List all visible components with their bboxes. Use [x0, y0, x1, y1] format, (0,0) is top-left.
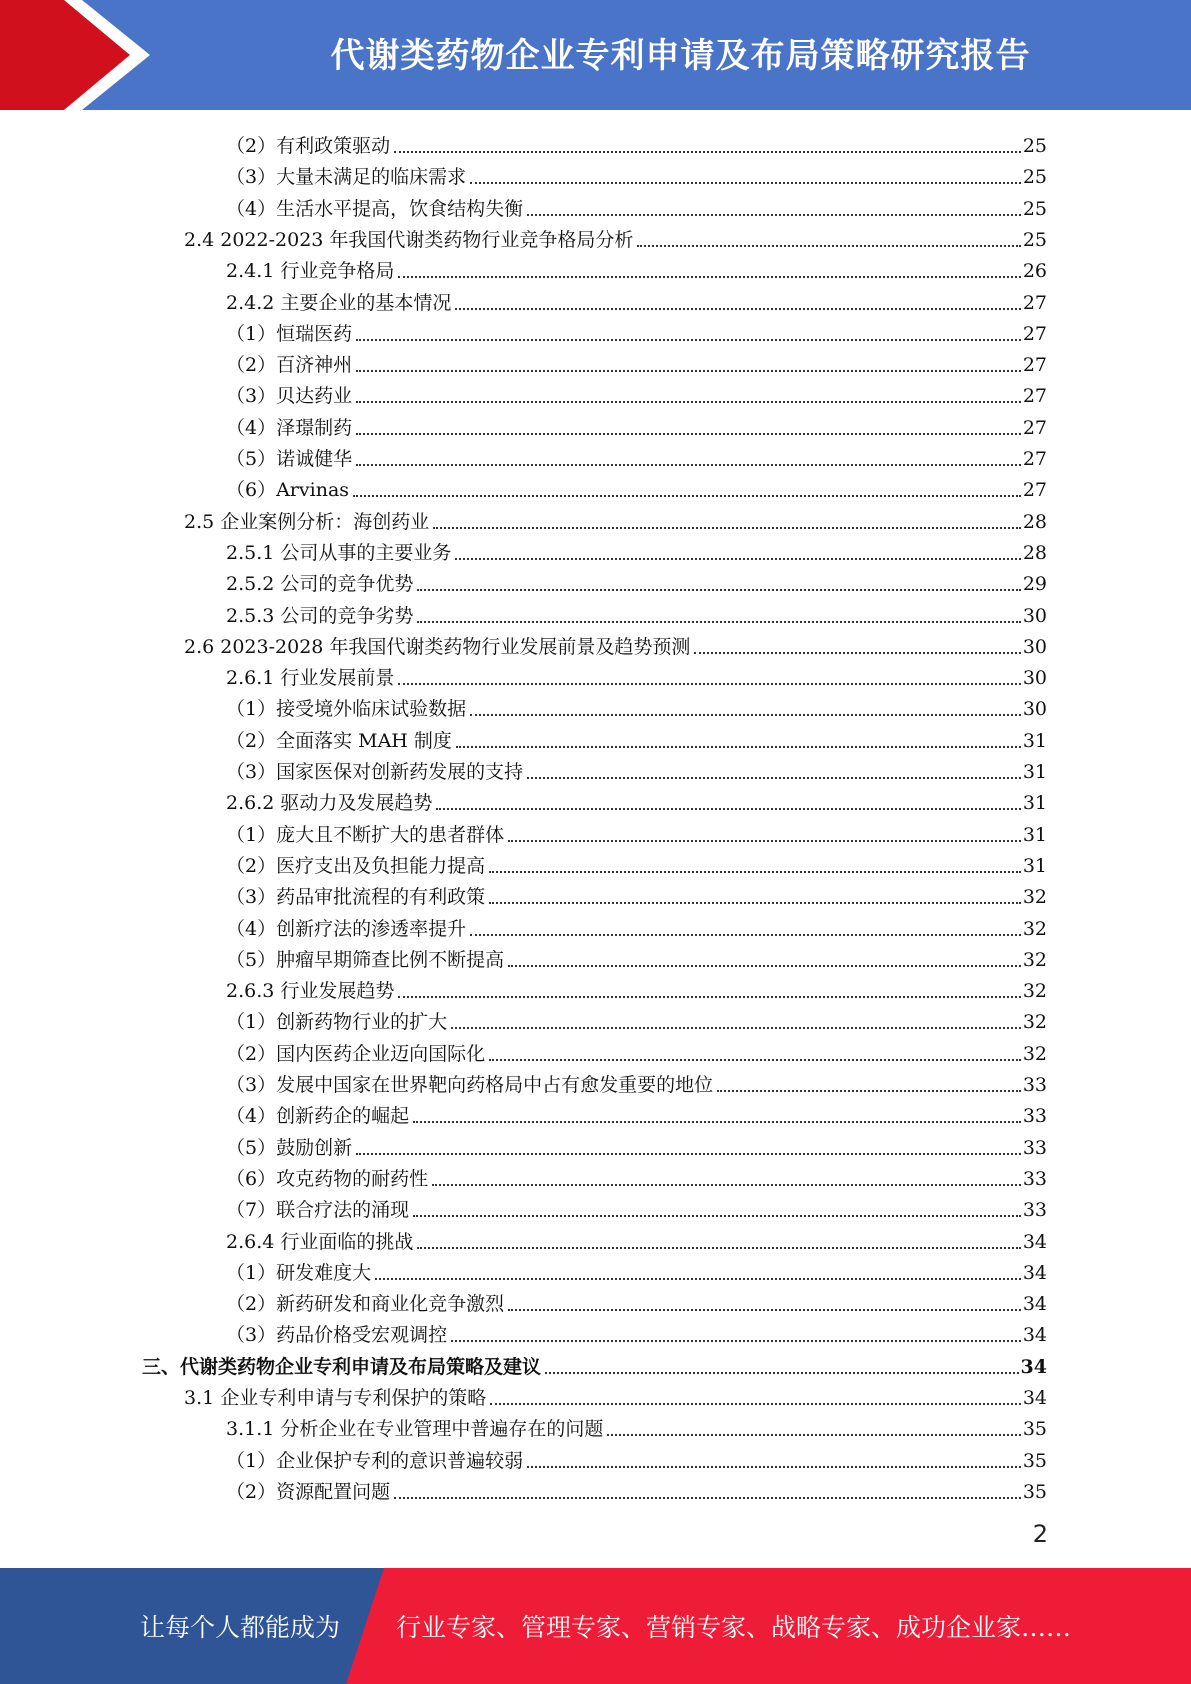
- toc-entry-label: 2.5.2 公司的竞争优势: [226, 573, 414, 595]
- toc-entry-label: （1）企业保护专利的意识普遍较弱: [226, 1450, 524, 1472]
- toc-entry-label: 2.4.1 行业竞争格局: [226, 260, 395, 282]
- toc-dot-leader: [432, 1184, 1021, 1186]
- toc-entry-label: 2.5.3 公司的竞争劣势: [226, 605, 414, 627]
- toc-entry-label: （6）Arvinas: [226, 479, 350, 501]
- toc-entry[interactable]: [226, 689, 1047, 720]
- toc-entry[interactable]: [184, 502, 1047, 533]
- toc-dot-leader: [413, 1215, 1021, 1217]
- toc-dot-leader: [489, 1059, 1021, 1061]
- toc-entry[interactable]: [184, 220, 1047, 251]
- toc-entry-page: 34: [1022, 1262, 1047, 1284]
- footer-slogan-right: 行业专家、管理专家、营销专家、战略专家、成功企业家……: [396, 1613, 1072, 1642]
- toc-entry-label: （6）攻克药物的耐药性: [226, 1168, 429, 1190]
- toc-entry[interactable]: [226, 877, 1047, 908]
- toc-entry-page: 25: [1022, 135, 1047, 157]
- toc-entry[interactable]: [226, 439, 1047, 470]
- toc-entry-label: （2）全面落实 MAH 制度: [226, 730, 452, 752]
- toc-dot-leader: [451, 1027, 1021, 1029]
- toc-entry[interactable]: [226, 1159, 1047, 1190]
- toc-entry[interactable]: [226, 658, 1047, 689]
- toc-dot-leader: [417, 621, 1020, 623]
- toc-dot-leader: [527, 214, 1021, 216]
- toc-entry-label: （5）鼓励创新: [226, 1137, 353, 1159]
- toc-entry-page: 27: [1022, 448, 1047, 470]
- toc-entry-page: 28: [1022, 542, 1047, 564]
- toc-entry[interactable]: [226, 596, 1047, 627]
- toc-entry[interactable]: [226, 815, 1047, 846]
- toc-entry-page: 31: [1022, 730, 1047, 752]
- toc-entry[interactable]: [226, 345, 1047, 376]
- toc-entry[interactable]: [226, 283, 1047, 314]
- toc-dot-leader: [398, 276, 1020, 278]
- header-arrow-decoration: [0, 0, 160, 110]
- toc-entry-page: 31: [1022, 824, 1047, 846]
- toc-dot-leader: [356, 433, 1021, 435]
- toc-dot-leader: [456, 746, 1021, 748]
- toc-dot-leader: [417, 589, 1020, 591]
- toc-entry-label: （2）国内医药企业迈向国际化: [226, 1043, 486, 1065]
- toc-entry-page: 33: [1022, 1074, 1047, 1096]
- toc-dot-leader: [717, 1090, 1021, 1092]
- toc-entry[interactable]: [226, 1002, 1047, 1033]
- toc-entry[interactable]: [226, 564, 1047, 595]
- toc-entry-label: 2.4 2022-2023 年我国代谢类药物行业竞争格局分析: [184, 229, 634, 251]
- toc-entry-label: （2）有利政策驱动: [226, 135, 391, 157]
- toc-entry-page: 27: [1022, 292, 1047, 314]
- toc-entry-label: （3）大量未满足的临床需求: [226, 166, 467, 188]
- toc-dot-leader: [356, 1153, 1021, 1155]
- toc-entry-page: 35: [1022, 1481, 1047, 1503]
- toc-entry[interactable]: [226, 783, 1047, 814]
- toc-entry-label: 3.1 企业专利申请与专利保护的策略: [184, 1387, 487, 1409]
- toc-entry-page: 30: [1022, 698, 1047, 720]
- toc-entry-label: （7）联合疗法的涌现: [226, 1199, 410, 1221]
- toc-entry-page: 34: [1022, 1231, 1047, 1253]
- toc-entry[interactable]: [184, 1378, 1047, 1409]
- toc-entry-label: （2）医疗支出及负担能力提高: [226, 855, 486, 877]
- toc-dot-leader: [356, 464, 1021, 466]
- toc-entry-page: 34: [1022, 1293, 1047, 1315]
- toc-dot-leader: [527, 777, 1021, 779]
- toc-entry-label: （1）研发难度大: [226, 1262, 372, 1284]
- toc-entry-label: 2.6.4 行业面临的挑战: [226, 1231, 414, 1253]
- toc-dot-leader: [455, 308, 1020, 310]
- toc-entry-page: 34: [1022, 1324, 1047, 1346]
- toc-entry-page: 25: [1022, 229, 1047, 251]
- toc-entry-label: 2.6.2 驱动力及发展趋势: [226, 792, 433, 814]
- toc-dot-leader: [417, 1247, 1020, 1249]
- toc-entry[interactable]: [226, 1284, 1047, 1315]
- toc-dot-leader: [470, 714, 1021, 716]
- toc-dot-leader: [356, 370, 1021, 372]
- toc-entry-page: 33: [1022, 1137, 1047, 1159]
- toc-entry-page: 33: [1022, 1199, 1047, 1221]
- toc-dot-leader: [375, 1278, 1021, 1280]
- toc-entry-page: 30: [1022, 636, 1047, 658]
- toc-entry[interactable]: [226, 1096, 1047, 1127]
- toc-entry-label: （3）贝达药业: [226, 385, 353, 407]
- toc-entry[interactable]: [226, 1253, 1047, 1284]
- toc-entry-label: （1）接受境外临床试验数据: [226, 698, 467, 720]
- toc-dot-leader: [508, 1309, 1021, 1311]
- toc-entry-page: 32: [1022, 1043, 1047, 1065]
- toc-entry-label: （1）创新药物行业的扩大: [226, 1011, 448, 1033]
- toc-entry-page: 27: [1022, 354, 1047, 376]
- toc-entry[interactable]: [226, 189, 1047, 220]
- toc-entry-page: 31: [1022, 792, 1047, 814]
- toc-entry-label: （2）资源配置问题: [226, 1481, 391, 1503]
- toc-entry[interactable]: [226, 470, 1047, 501]
- toc-dot-leader: [470, 182, 1021, 184]
- toc-dot-leader: [508, 840, 1021, 842]
- toc-dot-leader: [394, 151, 1021, 153]
- page-number: 2: [1032, 1520, 1048, 1548]
- toc-entry-label: （5）诺诚健华: [226, 448, 353, 470]
- toc-entry-label: 三、代谢类药物企业专利申请及布局策略及建议: [142, 1356, 542, 1378]
- toc-entry-label: （3）国家医保对创新药发展的支持: [226, 761, 524, 783]
- toc-entry[interactable]: [226, 157, 1047, 188]
- toc-entry-page: 29: [1022, 573, 1047, 595]
- toc-entry-page: 27: [1022, 323, 1047, 345]
- toc-entry[interactable]: [226, 1222, 1047, 1253]
- toc-entry-label: 2.5 企业案例分析：海创药业: [184, 511, 430, 533]
- toc-entry-label: 2.4.2 主要企业的基本情况: [226, 292, 452, 314]
- toc-entry[interactable]: [226, 533, 1047, 564]
- toc-dot-leader: [394, 1497, 1021, 1499]
- toc-entry[interactable]: [226, 1190, 1047, 1221]
- toc-entry-page: 30: [1022, 605, 1047, 627]
- page-header: [0, 0, 1191, 110]
- toc-entry-label: （2）新药研发和商业化竞争激烈: [226, 1293, 505, 1315]
- toc-entry[interactable]: [226, 126, 1047, 157]
- toc-dot-leader: [413, 1121, 1021, 1123]
- toc-entry-page: 27: [1022, 479, 1047, 501]
- toc-entry-label: （4）泽璟制药: [226, 417, 353, 439]
- toc-dot-leader: [353, 495, 1021, 497]
- toc-dot-leader: [470, 934, 1021, 936]
- toc-entry-label: （2）百济神州: [226, 354, 353, 376]
- toc-dot-leader: [508, 965, 1021, 967]
- toc-entry-page: 30: [1022, 667, 1047, 689]
- toc-entry[interactable]: [226, 721, 1047, 752]
- toc-dot-leader: [398, 683, 1020, 685]
- toc-entry-page: 32: [1022, 886, 1047, 908]
- toc-dot-leader: [637, 245, 1020, 247]
- toc-entry-page: 34: [1022, 1387, 1047, 1409]
- toc-entry-page: 33: [1022, 1105, 1047, 1127]
- report-title: 代谢类药物企业专利申请及布局策略研究报告: [330, 36, 1031, 76]
- toc-entry-label: （1）恒瑞医药: [226, 323, 353, 345]
- toc-dot-leader: [433, 527, 1021, 529]
- toc-entry-label: （4）创新疗法的渗透率提升: [226, 918, 467, 940]
- toc-entry[interactable]: [226, 1128, 1047, 1159]
- toc-entry-label: （4）生活水平提高，饮食结构失衡: [226, 198, 524, 220]
- toc-entry-page: 34: [1020, 1356, 1047, 1378]
- toc-entry[interactable]: [226, 971, 1047, 1002]
- toc-entry-page: 32: [1022, 1011, 1047, 1033]
- footer-slogan-left: 让每个人都能成为: [140, 1613, 341, 1642]
- toc-dot-leader: [398, 996, 1020, 998]
- toc-entry-page: 31: [1022, 761, 1047, 783]
- toc-dot-leader: [489, 871, 1021, 873]
- toc-entry[interactable]: [226, 752, 1047, 783]
- toc-entry-page: 33: [1022, 1168, 1047, 1190]
- toc-entry[interactable]: [142, 1347, 1047, 1378]
- toc-entry-page: 35: [1022, 1418, 1047, 1440]
- toc-entry-label: 2.6.1 行业发展前景: [226, 667, 395, 689]
- toc-dot-leader: [356, 401, 1021, 403]
- toc-dot-leader: [356, 339, 1021, 341]
- toc-entry-label: （3）发展中国家在世界靶向药格局中占有愈发重要的地位: [226, 1074, 714, 1096]
- toc-dot-leader: [607, 1434, 1020, 1436]
- toc-entry[interactable]: [226, 408, 1047, 439]
- toc-dot-leader: [527, 1466, 1021, 1468]
- toc-entry-label: 2.6.3 行业发展趋势: [226, 980, 395, 1002]
- toc-dot-leader: [490, 1403, 1021, 1405]
- toc-entry-label: 2.5.1 公司从事的主要业务: [226, 542, 452, 564]
- page-footer: [0, 1568, 1191, 1684]
- toc-dot-leader: [436, 808, 1020, 810]
- toc-entry-page: 25: [1022, 166, 1047, 188]
- toc-entry[interactable]: [226, 251, 1047, 282]
- toc-entry[interactable]: [226, 1315, 1047, 1346]
- toc-entry[interactable]: [226, 1472, 1047, 1503]
- toc-entry-page: 26: [1022, 260, 1047, 282]
- toc-entry-label: 2.6 2023-2028 年我国代谢类药物行业发展前景及趋势预测: [184, 636, 691, 658]
- toc-entry[interactable]: [226, 846, 1047, 877]
- toc-entry[interactable]: [226, 376, 1047, 407]
- toc-entry-page: 27: [1022, 385, 1047, 407]
- toc-dot-leader: [451, 1340, 1021, 1342]
- toc-entry-label: （3）药品价格受宏观调控: [226, 1324, 448, 1346]
- toc-entry-page: 28: [1022, 511, 1047, 533]
- toc-entry[interactable]: [226, 1065, 1047, 1096]
- toc-entry[interactable]: [226, 1034, 1047, 1065]
- toc-dot-leader: [489, 902, 1021, 904]
- toc-entry-page: 27: [1022, 417, 1047, 439]
- toc-entry[interactable]: [226, 1409, 1047, 1440]
- toc-entry-page: 32: [1022, 980, 1047, 1002]
- toc-dot-leader: [455, 558, 1020, 560]
- toc-entry[interactable]: [226, 940, 1047, 971]
- toc-dot-leader: [545, 1372, 1019, 1374]
- toc-entry-page: 31: [1022, 855, 1047, 877]
- toc-entry-label: （4）创新药企的崛起: [226, 1105, 410, 1127]
- toc-entry[interactable]: [226, 314, 1047, 345]
- toc-entry-page: 35: [1022, 1450, 1047, 1472]
- toc-entry-label: （1）庞大且不断扩大的患者群体: [226, 824, 505, 846]
- toc-entry[interactable]: [184, 627, 1047, 658]
- toc-entry-page: 32: [1022, 949, 1047, 971]
- toc-entry-page: 25: [1022, 198, 1047, 220]
- toc-entry-label: 3.1.1 分析企业在专业管理中普遍存在的问题: [226, 1418, 604, 1440]
- toc-entry-label: （3）药品审批流程的有利政策: [226, 886, 486, 908]
- toc-entry-label: （5）肿瘤早期筛查比例不断提高: [226, 949, 505, 971]
- toc-entry-page: 32: [1022, 918, 1047, 940]
- toc-entry[interactable]: [226, 909, 1047, 940]
- toc-entry[interactable]: [226, 1441, 1047, 1472]
- toc-dot-leader: [694, 652, 1020, 654]
